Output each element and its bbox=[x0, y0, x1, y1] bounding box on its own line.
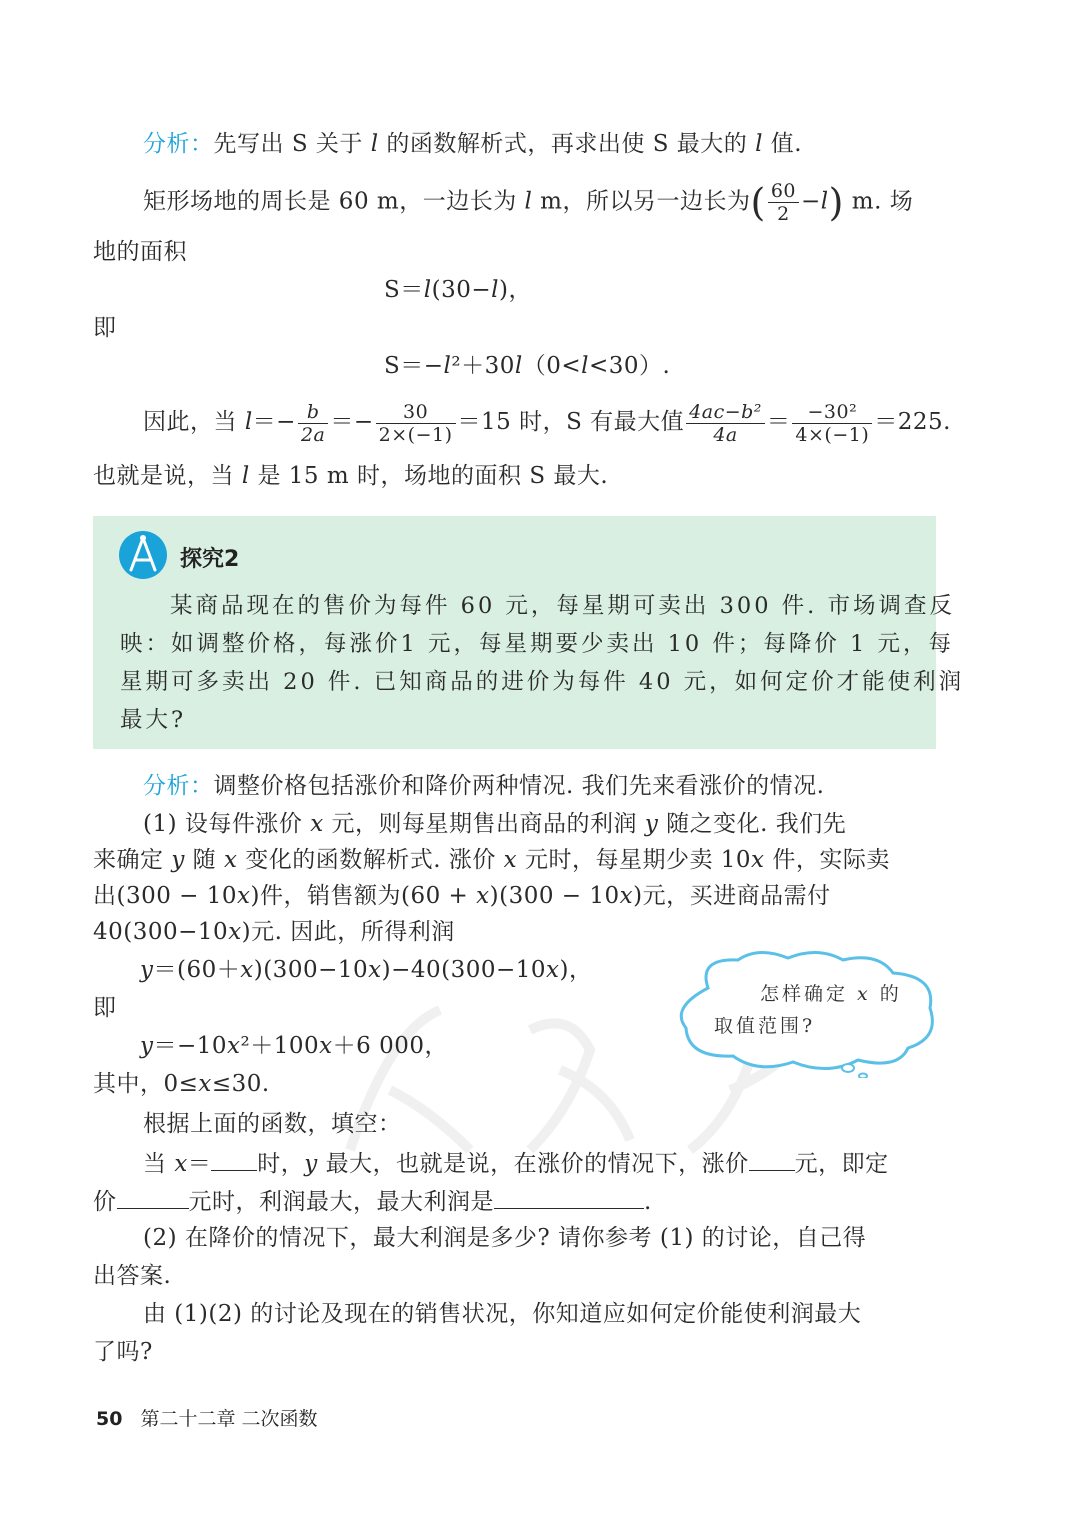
analysis-2-line: 分析：调整价格包括涨价和降价两种情况. 我们先来看涨价的情况. bbox=[143, 773, 825, 799]
perimeter-line: 矩形场地的周长是 60 m，一边长为 l m，所以另一边长为( $\frac{60}{2}$ −l) m. 场 bbox=[143, 180, 914, 225]
cloud-text: 怎样确定 x 的 取值范围? bbox=[714, 983, 902, 1037]
explore-title: 探究2 bbox=[180, 547, 240, 572]
ji-text-2: 即 bbox=[93, 995, 117, 1021]
range-line: 其中，0≤x≤30. bbox=[93, 1071, 270, 1097]
explore-line-2: 映：如调整价格，每涨价1 元，每星期要少卖出 10 件；每降价 1 元，每 bbox=[120, 631, 955, 657]
analysis-label: 分析： bbox=[143, 131, 214, 157]
blank-price[interactable] bbox=[117, 1184, 189, 1209]
fraction-30: $\frac{30}{2\times(-1)}$ bbox=[376, 401, 456, 446]
fill-line-2: 价 元时，利润最大，最大利润是 . bbox=[93, 1184, 652, 1218]
analysis-1-line: 分析：先写出 S 关于 l 的函数解析式，再求出使 S 最大的 l 值. bbox=[143, 131, 803, 157]
equation-area: S＝l(30−l)， bbox=[384, 277, 532, 303]
fraction-result: $\frac{\text{−30²}}{4\times(-1)}$ bbox=[792, 401, 872, 446]
explore-line-1: 某商品现在的售价为每件 60 元，每星期可卖出 300 件. 市场调查反 bbox=[170, 593, 955, 619]
analysis-label: 分析： bbox=[143, 773, 214, 799]
chapter-title: 第二十二章 二次函数 bbox=[140, 1408, 318, 1430]
part1-line-3: 出(300 − 10x)件，销售额为(60 + x)(300 − 10x)元，买进商品需付 bbox=[93, 883, 831, 909]
part1-line-2: 来确定 y 随 x 变化的函数解析式. 涨价 x 元时，每星期少卖 10x 件，实际卖 bbox=[93, 847, 890, 873]
final-line-1: 由 (1)(2) 的讨论及现在的销售状况，你知道应如何定价能使利润最大 bbox=[143, 1301, 862, 1327]
fraction-b-2a: $\frac{b}{2a}$ bbox=[298, 401, 328, 446]
fraction-60-2: $\frac{60}{2}$ bbox=[768, 180, 799, 225]
profit-equation: y＝(60＋x)(300−10x)−40(300−10x)， bbox=[140, 957, 593, 983]
fraction-vertex: $\frac{\text{4ac−b²}}{4a}$ bbox=[686, 401, 765, 446]
blank-max-profit[interactable] bbox=[494, 1184, 644, 1209]
fill-intro: 根据上面的函数，填空： bbox=[143, 1111, 402, 1137]
page-footer bbox=[96, 1404, 318, 1431]
part2-line-2: 出答案. bbox=[93, 1263, 172, 1289]
conclusion-line: 也就是说，当 l 是 15 m 时，场地的面积 S 最大. bbox=[93, 463, 609, 489]
compass-icon bbox=[118, 530, 168, 580]
area-text: 地的面积 bbox=[93, 239, 187, 265]
equation-area-expanded: S＝−l²＋30l（0<l<30）. bbox=[384, 353, 671, 379]
part1-line-1: (1) 设每件涨价 x 元，则每星期售出商品的利润 y 随之变化. 我们先 bbox=[143, 811, 847, 837]
max-value-line: 因此，当 l＝− $\frac{b}{2a}$ ＝− $\frac{30}{2\times(-1)}$ ＝15 时，S 有最大值 $\frac{\text{4ac−b²}}{4a}$ ＝ $\frac{\text{−30²}}{4\times(-1)}$ ＝225. bbox=[143, 400, 951, 446]
ji-text-1: 即 bbox=[93, 315, 117, 341]
final-line-2: 了吗? bbox=[93, 1339, 153, 1365]
explore-line-3: 星期可多卖出 20 件. 已知商品的进价为每件 40 元，如何定价才能使利润 bbox=[120, 669, 965, 695]
page-number: 50 bbox=[96, 1408, 123, 1430]
part2-line-1: (2) 在降价的情况下，最大利润是多少? 请你参考 (1) 的讨论，自己得 bbox=[143, 1225, 867, 1251]
profit-equation-expanded: y＝−10x²＋100x＋6 000， bbox=[140, 1033, 448, 1059]
part1-line-4: 40(300−10x)元. 因此，所得利润 bbox=[93, 919, 455, 945]
explore-line-4: 最大? bbox=[120, 707, 187, 733]
blank-price-increase[interactable] bbox=[749, 1146, 795, 1171]
blank-x-value[interactable] bbox=[211, 1146, 257, 1171]
fill-line-1: 当 x＝ 时，y 最大，也就是说，在涨价的情况下，涨价 元，即定 bbox=[143, 1146, 889, 1180]
